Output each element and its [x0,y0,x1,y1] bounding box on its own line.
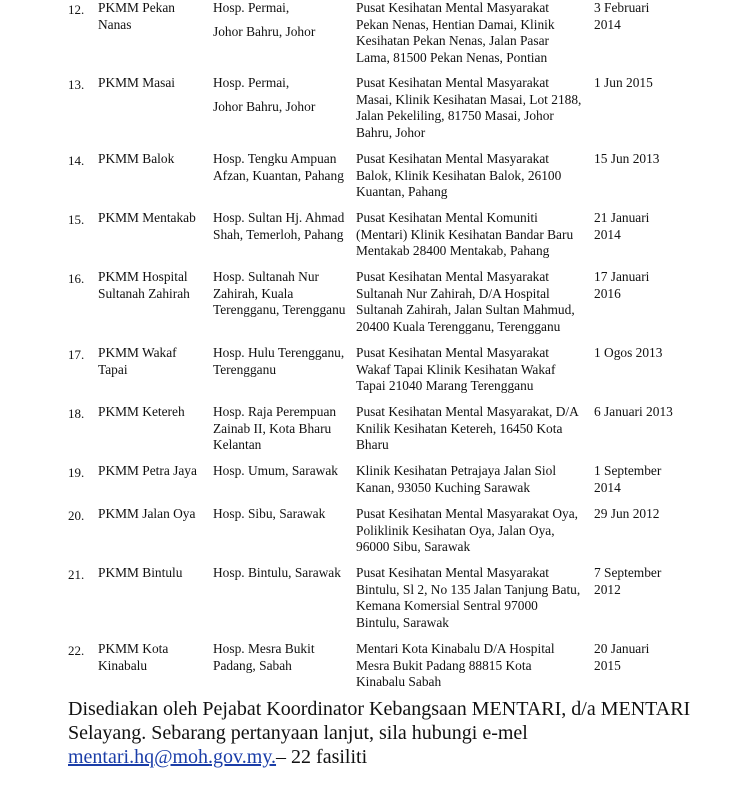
cell-addr [356,210,590,260]
cell-line: Terengganu [213,361,277,377]
cell-hosp [213,345,353,378]
cell-line: Afzan, Kuantan, Pahang [213,167,344,183]
cell-hosp [213,269,353,319]
cell-line: 2014 [594,226,621,242]
cell-line: Kelantan [213,437,262,452]
cell-line: Hosp. Permai, [213,75,290,90]
row-number: 14. [68,153,85,168]
cell-line: Bharu [356,437,389,452]
cell-line: PKMM Mentakab [98,210,196,225]
cell-line: Mentakab 28400 Mentakab, Pahang [356,243,550,258]
cell-line: Bintulu, Sl 2, No 135 Jalan Tanjung Batu, [356,581,581,597]
cell-line: 1 Ogos 2013 [594,345,663,360]
cell-line: 20400 Kuala Terengganu, Terengganu [356,318,561,334]
row-number: 19. [68,465,85,480]
cell-name [98,565,208,582]
cell-line: PKMM Hospital [98,269,188,284]
cell-line: Knilik Kesihatan Ketereh, 16450 Kota [356,420,563,436]
cell-hosp [213,404,353,454]
cell-hosp [213,641,353,674]
cell-name [98,506,208,523]
cell-date [594,151,694,168]
cell-date [594,210,694,243]
cell-date [594,506,694,523]
cell-line: PKMM Ketereh [98,404,185,419]
row-number: 12. [68,2,85,17]
cell-line: 1 Jun 2015 [594,75,653,90]
cell-line: Hosp. Mesra Bukit [213,641,315,656]
cell-line: 96000 Sibu, Sarawak [356,539,471,554]
cell-line: Klinik Kesihatan Petrajaya Jalan Siol [356,463,557,478]
row-number: 17. [68,347,85,362]
cell-hosp [213,75,353,116]
cell-line: Shah, Temerloh, Pahang [213,226,344,242]
cell-line: Kanan, 93050 Kuching Sarawak [356,479,531,495]
cell-date [594,641,694,674]
cell-date [594,565,694,598]
cell-line: PKMM Bintulu [98,565,183,580]
cell-line: PKMM Pekan [98,0,176,15]
cell-name [98,210,208,227]
cell-hosp [213,151,353,184]
cell-line: PKMM Masai [98,75,176,90]
cell-line: Pusat Kesihatan Mental Komuniti [356,210,538,225]
cell-hosp [213,506,353,523]
cell-line: 2012 [594,581,621,597]
row-number: 18. [68,406,85,421]
cell-line: Poliklinik Kesihatan Oya, Jalan Oya, [356,522,555,538]
row-number: 20. [68,508,85,523]
cell-line: PKMM Jalan Oya [98,506,196,521]
cell-addr [356,0,590,66]
cell-addr [356,151,590,201]
cell-name [98,75,208,92]
cell-line: Tapai [98,361,128,377]
cell-line: Pusat Kesihatan Mental Masyarakat [356,0,549,15]
cell-line: Mentari Kota Kinabalu D/A Hospital [356,641,555,656]
cell-date [594,463,694,496]
cell-line: Jalan Pekeliling, 81750 Masai, Johor [356,108,554,123]
cell-line: PKMM Petra Jaya [98,463,197,478]
cell-date [594,0,694,33]
cell-addr [356,641,590,691]
cell-line: 2014 [594,16,621,32]
cell-addr [356,565,590,631]
cell-addr [356,506,590,556]
cell-line: 15 Jun 2013 [594,151,660,166]
cell-line: Pekan Nenas, Hentian Damai, Klinik [356,16,555,32]
cell-line: Wakaf Tapai Klinik Kesihatan Wakaf [356,361,556,377]
cell-line: Masai, Klinik Kesihatan Masai, Lot 2188, [356,91,582,107]
cell-date [594,404,694,421]
cell-hosp [213,463,353,480]
cell-line: Sultanah Zahirah, Jalan Sultan Mahmud, [356,302,575,317]
cell-line: 2015 [594,657,621,673]
cell-addr [356,75,590,141]
email-link[interactable]: mentari.hq@moh.gov.my. [68,746,277,768]
cell-date [594,75,694,92]
cell-line: 1 September [594,463,662,478]
cell-line: Tapai 21040 Marang Terengganu [356,378,534,393]
cell-line: Bahru, Johor [356,124,426,140]
cell-line: Hosp. Bintulu, Sarawak [213,565,341,580]
row-number: 21. [68,567,85,582]
cell-line: Zainab II, Kota Bharu [213,420,332,436]
row-number: 13. [68,77,85,92]
cell-line: Pusat Kesihatan Mental Masyarakat [356,269,549,284]
cell-line: Johor Bahru, Johor [213,24,316,39]
cell-addr [356,345,590,395]
cell-line: 6 Januari 2013 [594,404,673,419]
cell-line: 2014 [594,479,621,495]
cell-name [98,0,208,33]
cell-name [98,269,208,302]
cell-date [594,345,694,362]
cell-addr [356,269,590,335]
cell-line: 21 Januari [594,210,650,225]
cell-line: Lama, 81500 Pekan Nenas, Pontian [356,49,548,65]
cell-line: Kuantan, Pahang [356,184,448,199]
cell-line: 29 Jun 2012 [594,506,660,521]
cell-line: Sultanah Nur Zahirah, D/A Hospital [356,285,550,301]
footer-text: Disediakan oleh Pejabat Koordinator Kebangsaan MENTARI, d/a MENTARI Selayang. Sebarang pertanyaan lanjut, sila hubungi e-mel [68,698,691,744]
cell-name [98,463,208,480]
cell-name [98,345,208,378]
cell-line: 2016 [594,285,621,301]
cell-line: Hosp. Raja Perempuan [213,404,337,419]
cell-line: Hosp. Sultanah Nur [213,269,320,284]
cell-line: Hosp. Tengku Ampuan [213,151,337,166]
cell-line: Bintulu, Sarawak [356,614,449,630]
cell-line: 3 Februari [594,0,650,15]
cell-line: Hosp. Hulu Terengganu, [213,345,345,360]
cell-line: Hosp. Umum, Sarawak [213,463,338,478]
cell-line: Pusat Kesihatan Mental Masyarakat [356,345,549,360]
cell-line: Pusat Kesihatan Mental Masyarakat Oya, [356,506,578,521]
cell-line: Kinabalu [98,657,148,673]
footer-note [68,697,728,769]
cell-line: Kemana Komersial Sentral 97000 [356,598,538,613]
cell-line: Sultanah Zahirah [98,285,190,301]
cell-line: 7 September [594,565,662,580]
cell-addr [356,463,590,496]
cell-line: Hosp. Permai, [213,0,290,15]
cell-line: PKMM Balok [98,151,175,166]
cell-line: Balok, Klinik Kesihatan Balok, 26100 [356,167,562,183]
cell-line: Padang, Sabah [213,657,292,673]
cell-line: Hosp. Sultan Hj. Ahmad [213,210,345,225]
cell-name [98,151,208,168]
cell-line: Mesra Bukit Padang 88815 Kota [356,657,532,673]
cell-line: Johor Bahru, Johor [213,99,316,114]
cell-line: PKMM Wakaf [98,345,177,360]
cell-addr [356,404,590,454]
cell-line: (Mentari) Klinik Kesihatan Bandar Baru [356,226,574,242]
row-number: 16. [68,271,85,286]
cell-line: PKMM Kota [98,641,169,656]
cell-line: 20 Januari [594,641,650,656]
cell-hosp [213,0,353,41]
cell-line: Pusat Kesihatan Mental Masyarakat [356,75,549,90]
cell-line: Terengganu, Terengganu [213,302,346,317]
cell-hosp [213,210,353,243]
cell-line: Hosp. Sibu, Sarawak [213,506,326,521]
row-number: 15. [68,212,85,227]
cell-line: Pusat Kesihatan Mental Masyarakat [356,151,549,166]
cell-date [594,269,694,302]
cell-line: Zahirah, Kuala [213,285,294,301]
footer-suffix: – 22 fasiliti [276,746,368,768]
row-number: 22. [68,643,85,658]
cell-line: 17 Januari [594,269,650,284]
cell-line: Pusat Kesihatan Mental Masyarakat, D/A [356,404,579,419]
cell-line: Pusat Kesihatan Mental Masyarakat [356,565,549,580]
cell-line: Kinabalu Sabah [356,674,442,689]
cell-line: Kesihatan Pekan Nenas, Jalan Pasar [356,33,549,48]
cell-hosp [213,565,353,582]
cell-name [98,641,208,674]
cell-line: Nanas [98,16,132,32]
cell-name [98,404,208,421]
